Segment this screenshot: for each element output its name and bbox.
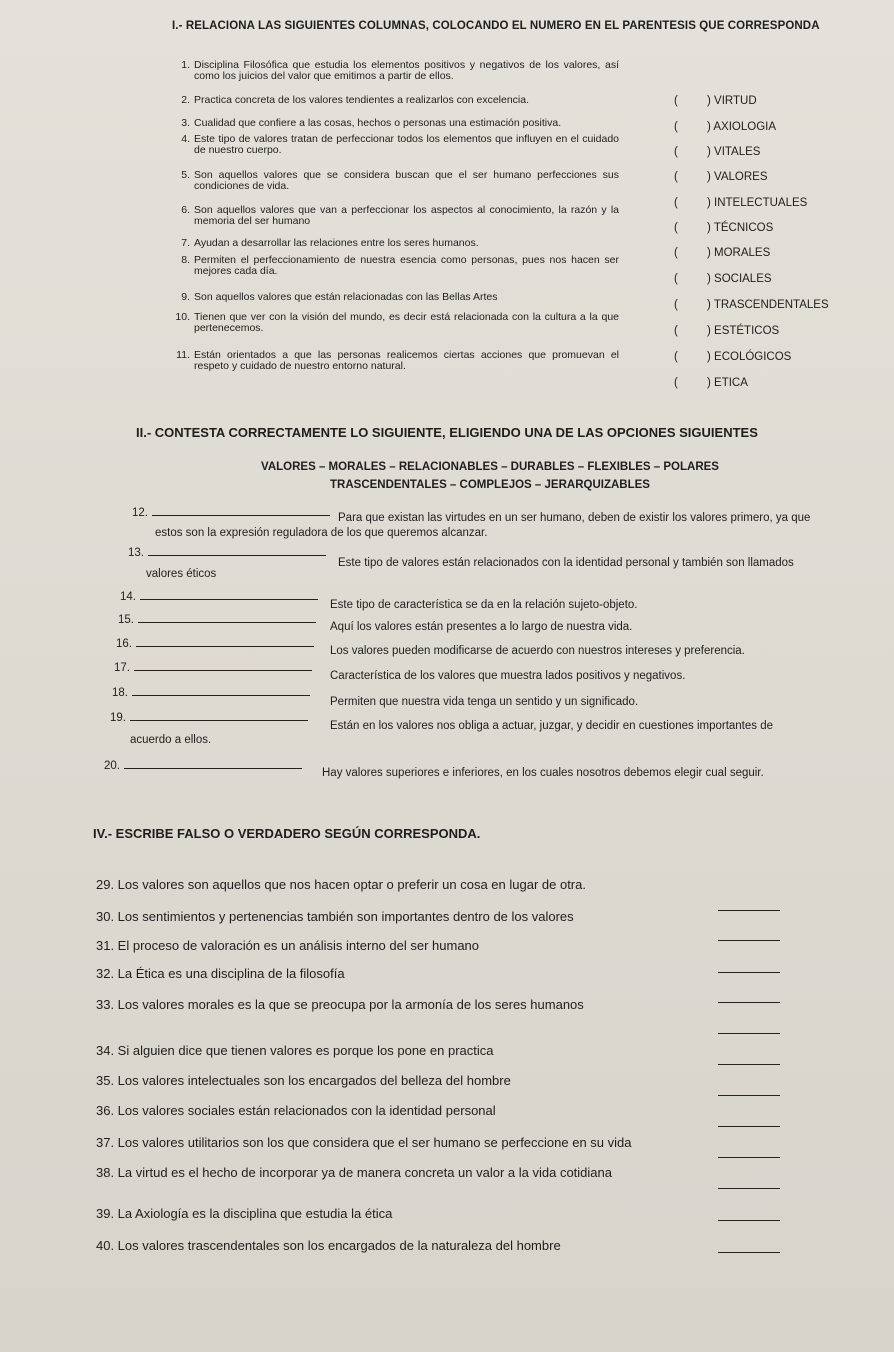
- option-ecologicos[interactable]: [674, 351, 791, 363]
- answer-paren[interactable]: (: [674, 273, 678, 285]
- option-trascendentales[interactable]: [674, 299, 829, 311]
- answer-blank[interactable]: [132, 685, 310, 696]
- question-text: Aquí los valores están presentes a lo largo de nuestra vida.: [330, 621, 633, 633]
- option-label: ) ETICA: [707, 377, 748, 389]
- answer-paren[interactable]: (: [674, 95, 678, 107]
- true-false-question: 31. El proceso de valoración es un análisis interno del ser humano: [96, 938, 480, 953]
- question-text: Están orientados a que las personas realicemos ciertas acciones que promuevan el respeto y cuidado de nuestro entorno natural.: [194, 349, 619, 372]
- question-number: 4.: [181, 133, 190, 145]
- choices-line: TRASCENDENTALES – COMPLEJOS – JERARQUIZABLES: [330, 479, 650, 491]
- fill-in-question: [120, 589, 318, 603]
- question-text: Permiten que nuestra vida tenga un sentido y un significado.: [330, 696, 639, 708]
- answer-blank[interactable]: [138, 612, 316, 623]
- answer-paren[interactable]: (: [674, 351, 678, 363]
- answer-line[interactable]: [718, 1220, 780, 1221]
- section1-question: [168, 118, 628, 129]
- answer-paren[interactable]: (: [674, 299, 678, 311]
- option-vitales[interactable]: [674, 146, 760, 158]
- option-valores[interactable]: [674, 171, 768, 183]
- fill-in-question: [114, 660, 312, 674]
- answer-line[interactable]: [718, 1126, 780, 1127]
- true-false-question: 37. Los valores utilitarios son los que considera que el ser humano se perfeccione en su vida: [96, 1135, 632, 1150]
- question-text: Este tipo de valores tratan de perfeccionar todos los elementos que influyen en el cuidado de nuestro cuerpo.: [194, 133, 619, 156]
- question-text: Cualidad que confiere a las cosas, hechos o personas una estimación positiva.: [194, 117, 562, 129]
- true-false-question: 35. Los valores intelectuales son los encargados del belleza del hombre: [96, 1073, 511, 1088]
- question-text-continued: acuerdo a ellos.: [130, 734, 212, 746]
- answer-blank[interactable]: [134, 660, 312, 671]
- option-esteticos[interactable]: [674, 325, 779, 337]
- question-number: 15.: [118, 614, 134, 626]
- fill-in-question: [116, 636, 314, 650]
- question-text: Están en los valores nos obliga a actuar, juzgar, y decidir en cuestiones importantes de: [330, 720, 774, 732]
- section1-question: [168, 134, 628, 156]
- question-number: 13.: [128, 547, 144, 559]
- section1-question: [168, 238, 628, 249]
- true-false-question: 38. La virtud es el hecho de incorporar ya de manera concreta un valor a la vida cotidiana: [96, 1165, 612, 1180]
- true-false-question: 29. Los valores son aquellos que nos hacen optar o preferir un cosa en lugar de otra.: [96, 877, 586, 892]
- question-number: 16.: [116, 638, 132, 650]
- question-number: 3.: [181, 117, 190, 129]
- section1-question: [168, 292, 628, 303]
- true-false-question: 33. Los valores morales es la que se preocupa por la armonía de los seres humanos: [96, 997, 584, 1012]
- section1-question: [168, 170, 628, 192]
- question-number: 12.: [132, 507, 148, 519]
- answer-blank[interactable]: [124, 758, 302, 769]
- option-label: ) INTELECTUALES: [707, 197, 808, 209]
- answer-paren[interactable]: (: [674, 171, 678, 183]
- answer-line[interactable]: [718, 1095, 780, 1096]
- answer-paren[interactable]: (: [674, 146, 678, 158]
- option-etica[interactable]: [674, 377, 748, 389]
- answer-paren[interactable]: (: [674, 247, 678, 259]
- question-text-continued: valores éticos: [146, 568, 217, 580]
- option-label: ) MORALES: [707, 247, 771, 259]
- fill-in-question: [118, 612, 316, 626]
- choices-line: VALORES – MORALES – RELACIONABLES – DURABLES – FLEXIBLES – POLARES: [261, 461, 719, 473]
- question-number: 20.: [104, 760, 120, 772]
- question-text: Permiten el perfeccionamiento de nuestra esencia como personas, pues nos hacen ser mejores cada día.: [194, 254, 619, 277]
- question-text: Para que existan las virtudes en un ser humano, deben de existir los valores primero, ya que: [338, 512, 811, 524]
- question-text: Hay valores superiores e inferiores, en los cuales nosotros debemos elegir cual seguir.: [322, 767, 764, 779]
- question-text: Son aquellos valores que van a perfeccionar los aspectos al conocimiento, la razón y la memoria del ser humano: [194, 204, 619, 227]
- question-number: 7.: [181, 237, 190, 249]
- question-number: 2.: [181, 94, 190, 106]
- option-morales[interactable]: [674, 247, 770, 259]
- true-false-question: 32. La Ética es una disciplina de la filosofía: [96, 966, 345, 981]
- question-number: 11.: [176, 349, 190, 361]
- answer-line[interactable]: [718, 1157, 780, 1158]
- true-false-question: 36. Los valores sociales están relacionados con la identidad personal: [96, 1103, 496, 1118]
- question-number: 10.: [175, 311, 190, 323]
- question-number: 5.: [181, 169, 190, 181]
- question-number: 19.: [110, 712, 126, 724]
- answer-paren[interactable]: (: [674, 325, 678, 337]
- option-label: ) TÉCNICOS: [707, 222, 774, 234]
- answer-line[interactable]: [718, 1188, 780, 1189]
- option-intelectuales[interactable]: [674, 197, 807, 209]
- section4-title: IV.- ESCRIBE FALSO O VERDADERO SEGÚN CORRESPONDA.: [93, 826, 481, 841]
- fill-in-question: [112, 685, 310, 699]
- fill-in-question: [132, 505, 330, 519]
- section1-question: [168, 312, 628, 334]
- fill-in-question: [128, 545, 326, 559]
- answer-paren[interactable]: (: [674, 197, 678, 209]
- answer-line[interactable]: [718, 940, 780, 941]
- option-label: ) SOCIALES: [707, 273, 772, 285]
- answer-line[interactable]: [718, 972, 780, 973]
- answer-paren[interactable]: (: [674, 377, 678, 389]
- answer-blank[interactable]: [152, 505, 330, 516]
- option-label: ) ECOLÓGICOS: [707, 351, 792, 363]
- answer-line[interactable]: [718, 910, 780, 911]
- option-label: ) AXIOLOGIA: [707, 121, 777, 133]
- question-number: 6.: [181, 204, 190, 216]
- true-false-question: 39. La Axiología es la disciplina que estudia la ética: [96, 1206, 393, 1221]
- option-sociales[interactable]: [674, 273, 772, 285]
- question-number: 8.: [181, 254, 190, 266]
- answer-blank[interactable]: [148, 545, 326, 556]
- option-label: ) VIRTUD: [707, 95, 757, 107]
- option-axiologia[interactable]: [674, 121, 776, 133]
- section1-question: [168, 350, 628, 372]
- answer-paren[interactable]: (: [674, 222, 678, 234]
- fill-in-question: [104, 758, 302, 772]
- section1-title: I.- RELACIONA LAS SIGUIENTES COLUMNAS, COLOCANDO EL NUMERO EN EL PARENTESIS QUE CORRESPONDA: [172, 20, 820, 32]
- section1-question: [168, 60, 628, 82]
- section2-title: II.- CONTESTA CORRECTAMENTE LO SIGUIENTE, ELIGIENDO UNA DE LAS OPCIONES SIGUIENTES: [136, 425, 758, 440]
- question-text: Este tipo de valores están relacionados con la identidad personal y también son llamados: [338, 557, 794, 569]
- question-text: Tienen que ver con la visión del mundo, es decir está relacionada con la cultura a la que pertenecemos.: [194, 311, 619, 334]
- question-text: Característica de los valores que muestra lados positivos y negativos.: [330, 670, 686, 682]
- question-text: Ayudan a desarrollar las relaciones entre los seres humanos.: [194, 237, 479, 249]
- section1-question: [168, 95, 628, 106]
- answer-blank[interactable]: [136, 636, 314, 647]
- question-text: Los valores pueden modificarse de acuerdo con nuestros intereses y preferencia.: [330, 645, 745, 657]
- question-number: 9.: [181, 291, 190, 303]
- true-false-question: 40. Los valores trascendentales son los encargados de la naturaleza del hombre: [96, 1238, 561, 1253]
- question-number: 17.: [114, 662, 130, 674]
- answer-line[interactable]: [718, 1064, 780, 1065]
- question-text: Este tipo de característica se da en la relación sujeto-objeto.: [330, 599, 638, 611]
- option-label: ) TRASCENDENTALES: [707, 299, 829, 311]
- section1-question: [168, 205, 628, 227]
- question-number: 1.: [181, 59, 190, 71]
- option-tecnicos[interactable]: [674, 222, 773, 234]
- option-virtud[interactable]: [674, 95, 757, 107]
- answer-paren[interactable]: (: [674, 121, 678, 133]
- question-text: Practica concreta de los valores tendientes a realizarlos con excelencia.: [194, 94, 530, 106]
- section1-question: [168, 255, 628, 277]
- true-false-question: 30. Los sentimientos y pertenencias también son importantes dentro de los valores: [96, 909, 574, 924]
- option-label: ) VALORES: [707, 171, 768, 183]
- option-label: ) VITALES: [707, 146, 761, 158]
- answer-blank[interactable]: [140, 589, 318, 600]
- question-text: Son aquellos valores que se considera buscan que el ser humano perfecciones sus condiciones de vida.: [194, 169, 619, 192]
- option-label: ) ESTÉTICOS: [707, 325, 780, 337]
- question-number: 18.: [112, 687, 128, 699]
- question-text: Disciplina Filosófica que estudia los elementos positivos y negativos de los valores, así como los juicios del valor que emitimos a partir de ellos.: [194, 59, 619, 82]
- question-number: 14.: [120, 591, 136, 603]
- answer-line[interactable]: [718, 1002, 780, 1003]
- answer-line[interactable]: [718, 1033, 780, 1034]
- question-text: Son aquellos valores que están relacionadas con las Bellas Artes: [194, 291, 498, 303]
- true-false-question: 34. Si alguien dice que tienen valores es porque los pone en practica: [96, 1043, 494, 1058]
- fill-in-question: [110, 710, 308, 724]
- answer-blank[interactable]: [130, 710, 308, 721]
- answer-line[interactable]: [718, 1252, 780, 1253]
- question-text-continued: estos son la expresión reguladora de los que queremos alcanzar.: [155, 527, 488, 539]
